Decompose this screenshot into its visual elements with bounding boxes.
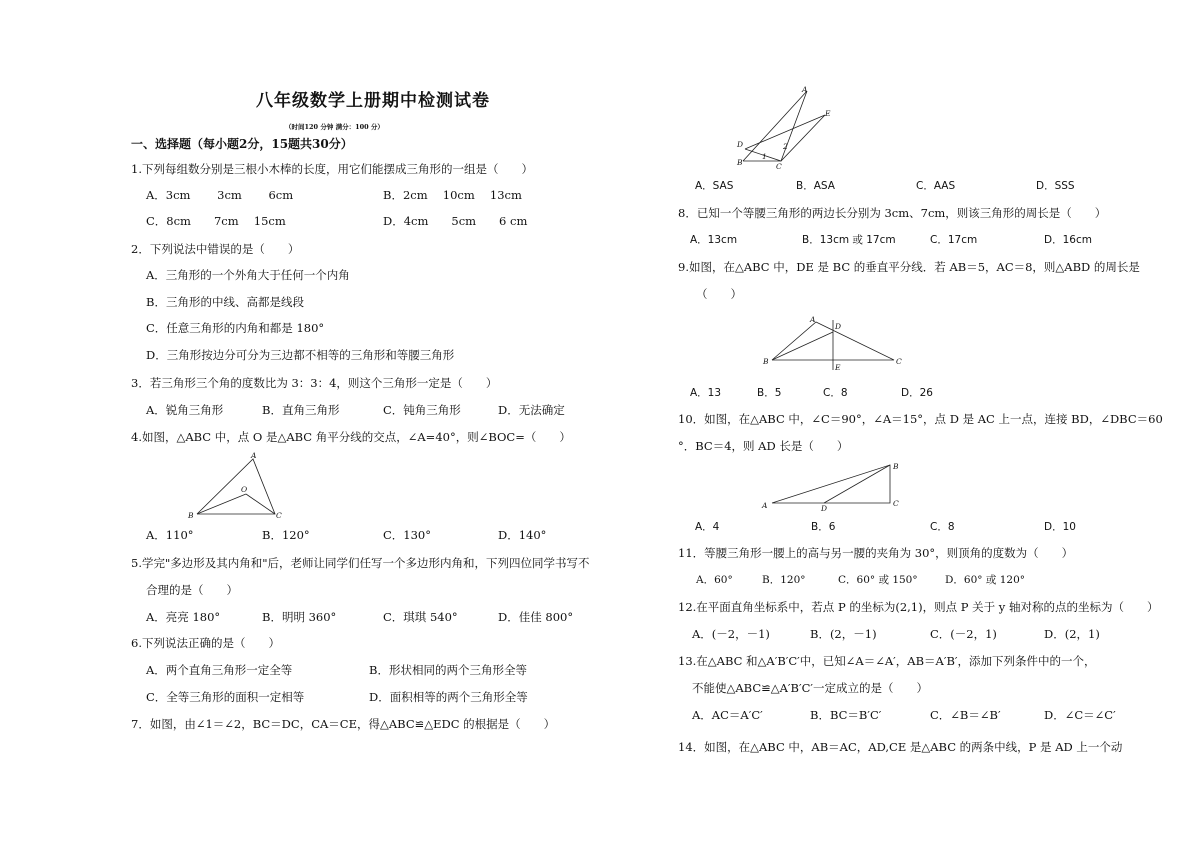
q9-triangle-figure — [760, 312, 910, 374]
q9-label-e: E — [835, 363, 841, 372]
q7-angle-1: 1 — [762, 152, 767, 161]
q7-label-e: E — [825, 109, 831, 118]
q10-segment-bd — [824, 465, 890, 503]
q14-stem: 14．如图，在△ABC 中，AB＝AC，AD,CE 是△ABC 的两条中线，P 是 AD 上一个动 — [678, 740, 1123, 754]
q7-triangle-edc — [745, 115, 825, 161]
q1-option-a: A．3cm 3cm 6cm — [146, 188, 294, 202]
q2-option-b: B．三角形的中线、高都是线段 — [146, 295, 304, 309]
q10-option-d: D．10 — [1044, 521, 1076, 533]
q3-option-c: C．钝角三角形 — [383, 403, 461, 417]
q2-option-c: C．任意三角形的内角和都是 180° — [146, 321, 325, 335]
q11-option-b: B．120° — [762, 574, 806, 586]
q7-stem: 7．如图，由∠1＝∠2，BC＝DC，CA＝CE，得△ABC≌△EDC 的根据是（ ） — [131, 717, 556, 731]
q7-label-d: D — [737, 140, 744, 149]
q8-option-b: B．13cm 或 17cm — [802, 234, 896, 246]
q1-option-d: D．4cm 5cm 6 cm — [383, 214, 528, 228]
q3-option-a: A．锐角三角形 — [146, 403, 224, 417]
q4-label-c: C — [276, 511, 282, 520]
q9-segment-bd — [772, 332, 833, 360]
q9-option-b: B．5 — [757, 387, 782, 399]
q10-label-c: C — [893, 499, 899, 508]
q4-option-b: B．120° — [262, 528, 310, 542]
q10-label-d: D — [821, 504, 828, 513]
q8-option-c: C．17cm — [930, 234, 978, 246]
q7-angle-2: 2 — [783, 142, 788, 151]
q10-stem-line1: 10．如图，在△ABC 中，∠C＝90°，∠A＝15°，点 D 是 AC 上一点，连接 BD，∠DBC＝60 — [678, 412, 1163, 426]
q11-option-d: D．60° 或 120° — [945, 574, 1025, 586]
q1-option-c: C．8cm 7cm 15cm — [146, 214, 286, 228]
q6-option-b: B．形状相同的两个三角形全等 — [369, 663, 527, 677]
q4-option-a: A．110° — [146, 528, 194, 542]
q4-bisector-bo — [197, 494, 246, 514]
q11-option-c: C．60° 或 150° — [838, 574, 918, 586]
q7-label-a: A — [802, 85, 808, 94]
q7-triangle-figure — [735, 83, 835, 173]
q9-stem-line1: 9.如图，在△ABC 中，DE 是 BC 的垂直平分线．若 AB＝5，AC＝8，则△ABD 的周长是 — [678, 260, 1140, 274]
q10-stem-line2: °．BC＝4，则 AD 长是（ ） — [678, 439, 849, 453]
q8-option-a: A．13cm — [690, 234, 738, 246]
q10-option-b: B．6 — [811, 521, 836, 533]
q3-stem: 3．若三角形三个角的度数比为 3：3：4，则这个三角形一定是（ ） — [131, 376, 498, 390]
q13-stem-line2: 不能使△ABC≌△A′B′C′一定成立的是（ ） — [692, 681, 928, 695]
q2-option-d: D．三角形按边分可分为三边都不相等的三角形和等腰三角形 — [146, 348, 455, 362]
q12-option-b: B．(2，－1) — [810, 627, 877, 641]
q5-stem-line1: 5.学完"多边形及其内角和"后，老师让同学们任写一个多边形内角和，下列四位同学书写不 — [131, 556, 590, 570]
q9-option-d: D．26 — [901, 387, 933, 399]
q7-label-c: C — [776, 162, 782, 171]
q6-option-c: C．全等三角形的面积一定相等 — [146, 690, 305, 704]
q5-option-d: D．佳佳 800° — [498, 610, 574, 624]
q13-option-a: A．AC＝A′C′ — [692, 708, 763, 722]
page-title: 八年级数学上册期中检测试卷 — [256, 91, 490, 111]
q9-label-a: A — [810, 315, 816, 324]
q10-label-b: B — [893, 462, 899, 471]
q9-option-c: C．8 — [823, 387, 848, 399]
q10-triangle-figure — [758, 458, 908, 513]
q6-option-a: A．两个直角三角形一定全等 — [146, 663, 293, 677]
section-heading: 一、选择题（每小题2分，15题共30分） — [131, 137, 353, 151]
q7-option-b: B．ASA — [796, 180, 835, 192]
q4-label-o: O — [241, 485, 248, 494]
q10-option-c: C．8 — [930, 521, 955, 533]
q1-option-b: B．2cm 10cm 13cm — [383, 188, 522, 202]
q5-option-a: A．亮亮 180° — [146, 610, 221, 624]
q13-option-c: C．∠B＝∠B′ — [930, 708, 1001, 722]
q4-option-d: D．140° — [498, 528, 547, 542]
q11-stem: 11．等腰三角形一腰上的高与另一腰的夹角为 30°，则顶角的度数为（ ） — [678, 546, 1074, 560]
q4-option-c: C．130° — [383, 528, 431, 542]
q12-option-d: D．(2，1) — [1044, 627, 1100, 641]
q7-option-a: A．SAS — [695, 180, 734, 192]
q2-option-a: A．三角形的一个外角大于任何一个内角 — [146, 268, 350, 282]
q5-option-c: C．琪琪 540° — [383, 610, 458, 624]
q8-option-d: D．16cm — [1044, 234, 1092, 246]
q6-stem: 6.下列说法正确的是（ ） — [131, 636, 280, 650]
q13-stem-line1: 13.在△ABC 和△A′B′C′中，已知∠A＝∠A′，AB＝A′B′，添加下列条件中的一个， — [678, 654, 1096, 668]
q4-label-b: B — [188, 511, 194, 520]
q10-option-a: A．4 — [695, 521, 720, 533]
q9-label-d: D — [835, 322, 842, 331]
q7-label-b: B — [737, 158, 743, 167]
q7-triangle-abc — [743, 91, 807, 161]
q3-option-b: B．直角三角形 — [262, 403, 340, 417]
q3-option-d: D．无法确定 — [498, 403, 565, 417]
q5-option-b: B．明明 360° — [262, 610, 337, 624]
q5-stem-line2: 合理的是（ ） — [146, 583, 238, 597]
q9-option-a: A．13 — [690, 387, 722, 399]
q9-label-c: C — [896, 357, 902, 366]
q12-option-c: C．(－2，1) — [930, 627, 997, 641]
q4-label-a: A — [251, 452, 257, 460]
q12-stem: 12.在平面直角坐标系中，若点 P 的坐标为(2,1)，则点 P 关于 y 轴对称的点的坐标为（ ） — [678, 600, 1159, 614]
q11-option-a: A．60° — [696, 574, 733, 586]
q12-option-a: A．(－2，－1) — [692, 627, 770, 641]
q13-option-d: D．∠C＝∠C′ — [1044, 708, 1116, 722]
q4-stem: 4.如图，△ABC 中，点 O 是△ABC 角平分线的交点，∠A=40°，则∠BOC=（ ） — [131, 430, 571, 444]
q9-label-b: B — [763, 357, 769, 366]
q7-option-d: D．SSS — [1036, 180, 1075, 192]
q2-stem: 2．下列说法中错误的是（ ） — [131, 242, 300, 256]
q4-triangle-figure — [185, 452, 295, 522]
q10-label-a: A — [762, 501, 768, 510]
q1-stem: 1.下列每组数分别是三根小木棒的长度，用它们能摆成三角形的一组是（ ） — [131, 162, 533, 176]
q7-option-c: C．AAS — [916, 180, 956, 192]
q13-option-b: B．BC＝B′C′ — [810, 708, 882, 722]
q6-option-d: D．面积相等的两个三角形全等 — [369, 690, 528, 704]
q10-triangle-abc — [772, 465, 890, 503]
q9-stem-line2: （ ） — [696, 287, 742, 301]
exam-info: （时间120 分钟 满分：100 分） — [285, 123, 384, 131]
q8-stem: 8．已知一个等腰三角形的两边长分别为 3cm、7cm，则该三角形的周长是（ ） — [678, 206, 1107, 220]
